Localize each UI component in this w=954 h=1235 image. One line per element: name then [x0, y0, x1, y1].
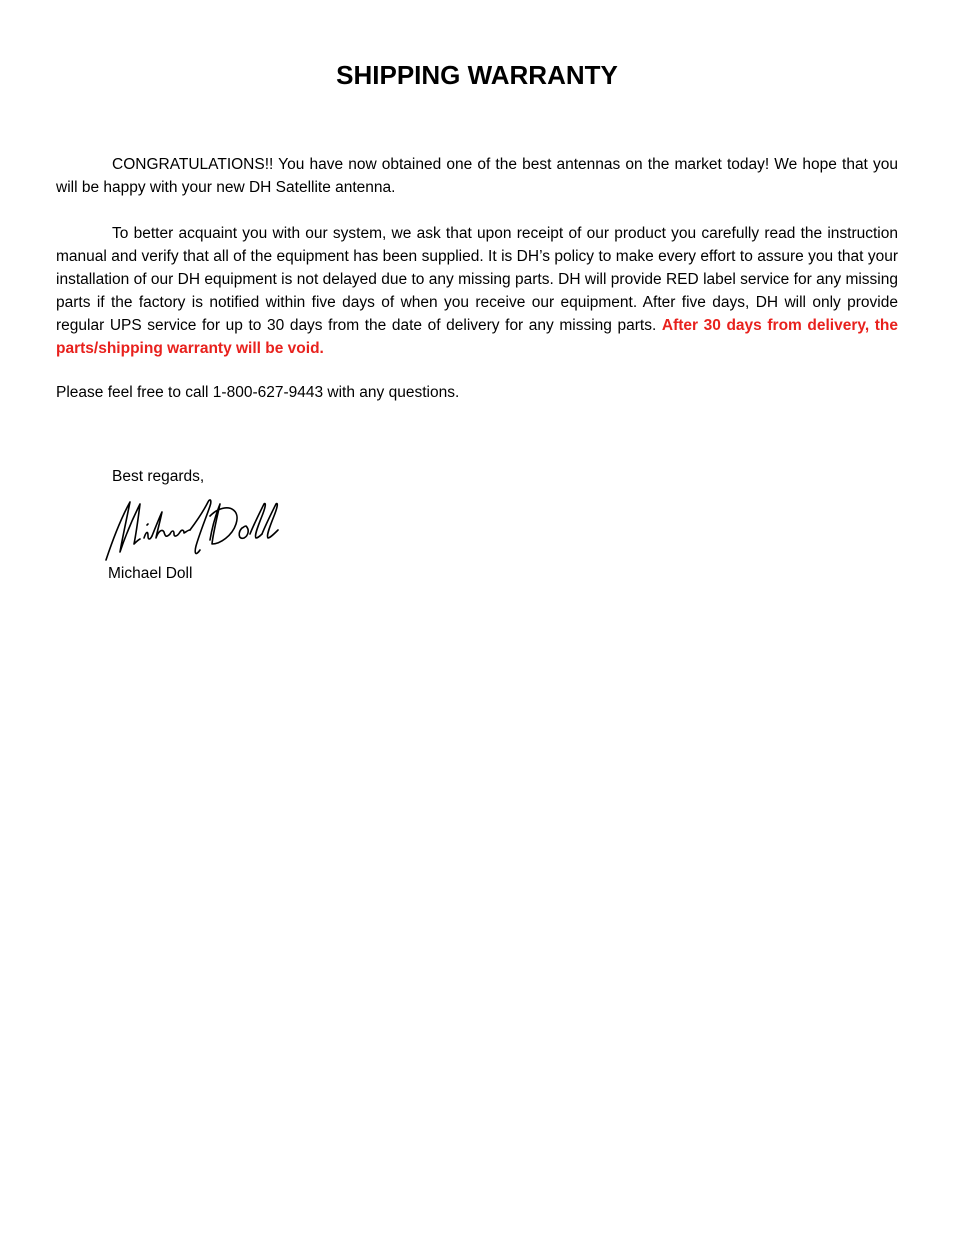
contact-paragraph: Please feel free to call 1-800-627-9443 with any questions. [56, 384, 460, 401]
congratulations-paragraph: CONGRATULATIONS!! You have now obtained one of the best antennas on the market today! We hope that you will be happy with your new DH Satellite antenna. [56, 156, 898, 196]
signer-name: Michael Doll [108, 565, 193, 582]
document-title: SHIPPING WARRANTY [336, 60, 618, 90]
instructions-text: To better acquaint you with our system, we ask that upon receipt of our product you carefully read the instruction manual and verify that all of the equipment has been supplied. It is DH’s policy to make every effort to assure you that your installation of our DH equipment is not delayed due to any missing parts. DH will provide RED label service for any missing parts if the factory is notified within five days of when you receive our equipment. After five days, DH will only provide regular UPS service for up to 30 days from the date of delivery for any missing parts. [56, 225, 898, 334]
closing-salutation: Best regards, [112, 468, 205, 485]
instructions-paragraph [56, 222, 898, 360]
warranty-void-warning: After 30 days from delivery, the parts/shipping warranty will be void. [56, 317, 898, 357]
handwritten-signature [100, 492, 285, 564]
